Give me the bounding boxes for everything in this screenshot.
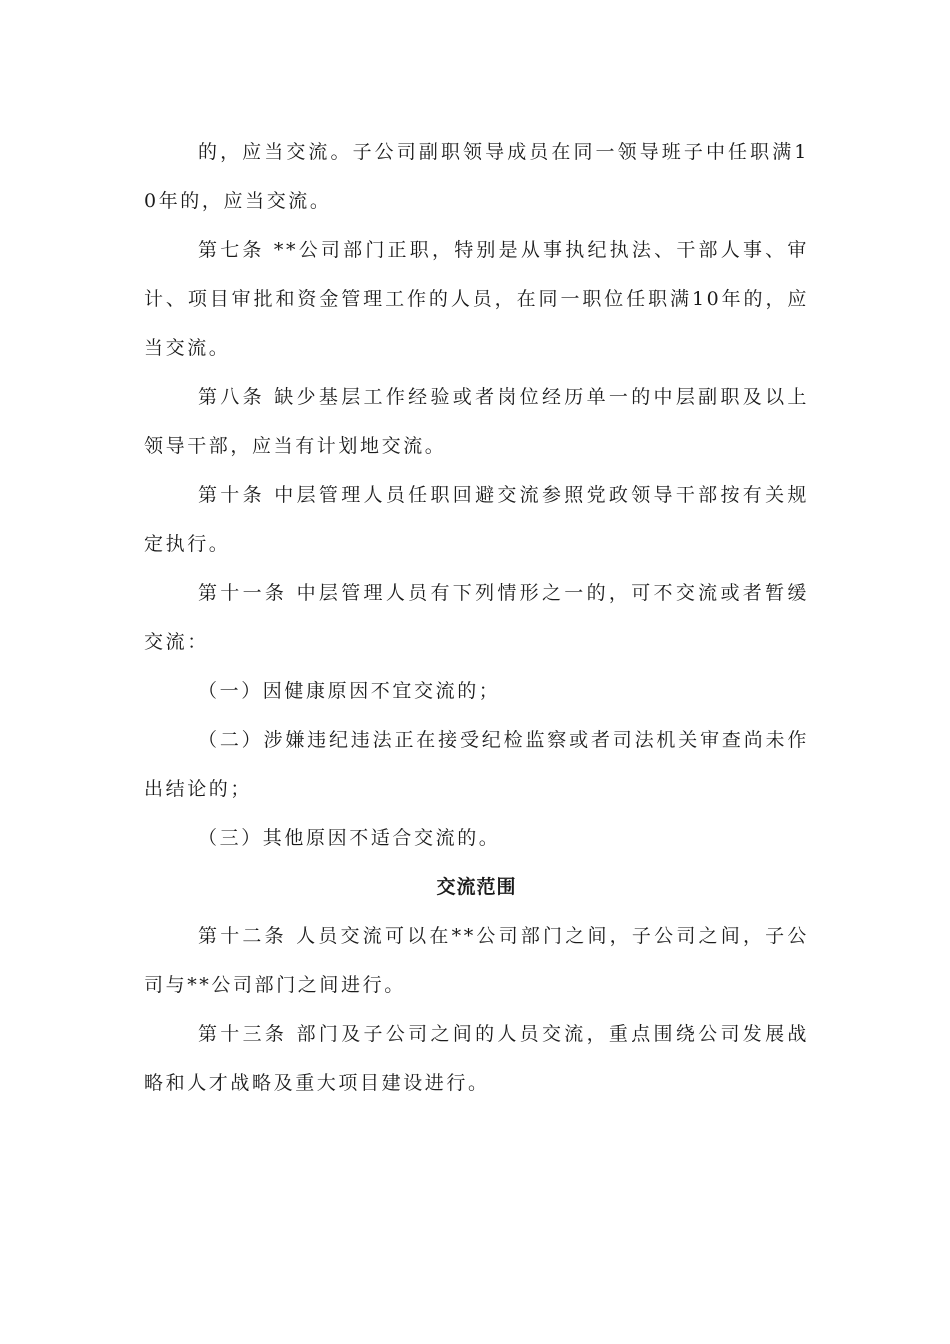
article-10: 第十条 中层管理人员任职回避交流参照党政领导干部按有关规定执行。	[144, 484, 809, 555]
article-8: 第八条 缺少基层工作经验或者岗位经历单一的中层副职及以上领导干部，应当有计划地交流。	[144, 386, 809, 457]
article-11-item-2: （二）涉嫌违纪违法正在接受纪检监察或者司法机关审查尚未作出结论的；	[144, 729, 809, 800]
paragraph-continuation: 的，应当交流。子公司副职领导成员在同一领导班子中任职满10年的，应当交流。	[144, 141, 809, 212]
article-11: 第十一条 中层管理人员有下列情形之一的，可不交流或者暂缓交流：	[144, 582, 809, 653]
article-12: 第十二条 人员交流可以在**公司部门之间，子公司之间，子公司与**公司部门之间进行。	[144, 925, 809, 996]
section-heading: 交流范围	[436, 876, 517, 898]
article-11-item-3: （三）其他原因不适合交流的。	[198, 827, 501, 849]
document-body	[144, 128, 809, 1108]
article-11-item-1: （一）因健康原因不宜交流的；	[198, 680, 501, 702]
article-7: 第七条 **公司部门正职，特别是从事执纪执法、干部人事、审计、项目审批和资金管理工作的人员，在同一职位任职满10年的，应当交流。	[144, 239, 809, 359]
article-13: 第十三条 部门及子公司之间的人员交流，重点围绕公司发展战略和人才战略及重大项目建设进行。	[144, 1023, 809, 1094]
